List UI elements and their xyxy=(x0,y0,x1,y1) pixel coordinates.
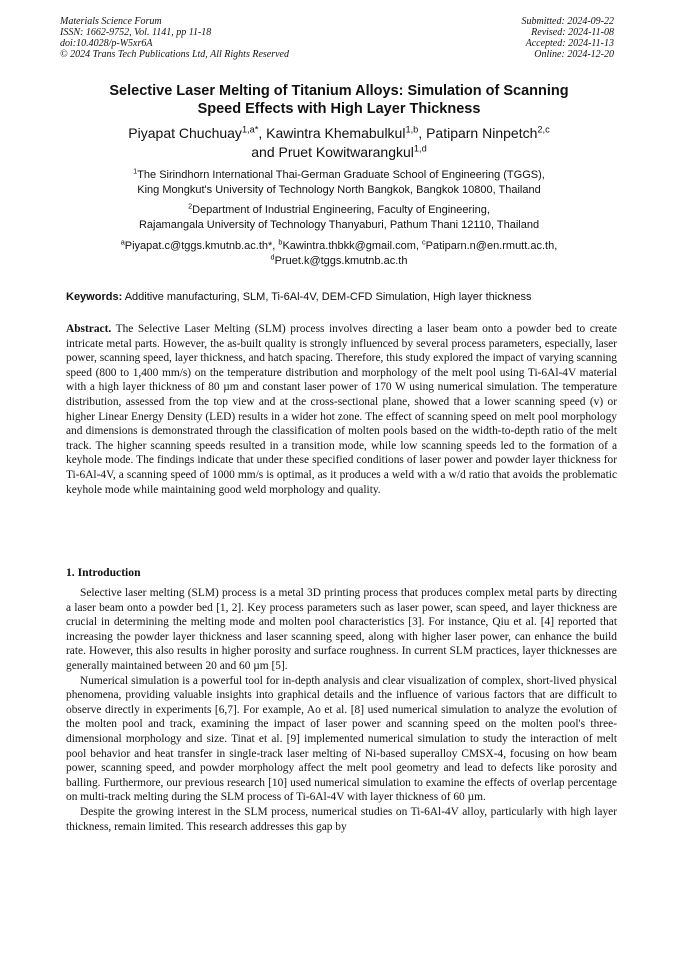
affiliation-line xyxy=(60,203,618,218)
abstract-text: The Selective Laser Melting (SLM) process involves directing a laser beam onto a powder bed to create intricate metal parts. However, the as-built quality is strongly influenced by several process parameters, especially, laser power, scanning speed, layer thickness, and hatch spacing. Therefore, this study explored the impact of varying scanning speed (800 to 1,400 mm/s) on the temperature distribution and morphology of the melt pool using Ti-6Al-4V material with a high layer thickness of 80 µm and constant laser power of 170 W using numerical simulation. The temperature distribution, assessed from the top view and at the cross-sectional plane, showed that a lower scanning speed (v) or higher Linear Energy Density (LED) results in a wider hot zone. The effect of scanning speed on melt pool morphology and dimensions is demonstrated through the classification of molten pools based on the width-to-depth ratio of the melt track. The higher scanning speeds resulted in a transition mode, while low scanning speeds led to the formation of a keyhole mode. The findings indicate that under these specified conditions of laser power and powder layer thickness for Ti-6Al-4V, a scanning speed of 1000 mm/s is optimal, as it produces a weld with a w/d ratio that avoids the problematic keyhole mode while maintaining good weld morphology and quality. xyxy=(66,323,617,496)
email-mark: d xyxy=(270,252,275,262)
email-author-d: Pruet.k@tggs.kmutnb.ac.th xyxy=(274,255,408,267)
journal-name: Materials Science Forum xyxy=(60,16,162,27)
authors-line-1 xyxy=(60,124,618,143)
author-emails xyxy=(60,239,618,269)
paragraph: Numerical simulation is a powerful tool for in-depth analysis and clear visualization of complex, short-lived physical phenomena, providing valuable insights into graphical details and the influence of various factors that are difficult to observe directly in experiments [6,7]. For example, Ao et al. [8] used numerical simulation to analyze the evolution of the molten pool and track, examining the impact of laser power and scanning speed on the molten pool's three-dimensional morphology and size. Tinat et al. [9] implemented numerical simulation to study the interaction of melt pool behavior and heat transfer in single-track laser melting of Ni-based superalloy CMSX-4, focusing on how beam power, scanning speed, and powder morphology affect the melt pool geometry and lead to defects like porosity and balling. Furthermore, our previous research [10] used numerical simulation to examine the effects of overlap percentage on multi-track melting during the SLM process of Ti-6Al-4V with layer thickness of 60 µm. xyxy=(66,674,617,804)
author-name: Piyapat Chuchuay xyxy=(128,125,242,141)
affiliation-2 xyxy=(60,203,618,233)
email-line xyxy=(60,239,618,254)
date-accepted: Accepted: 2024-11-13 xyxy=(525,38,614,49)
affiliation-line: King Mongkut's University of Technology North Bangkok, Bangkok 10800, Thailand xyxy=(137,184,541,196)
journal-issn: ISSN: 1662-9752, Vol. 1141, pp 11-18 xyxy=(60,27,212,38)
email-author-b: Kawintra.thbkk@gmail.com, xyxy=(282,240,423,252)
author-name: Kawintra Khemabulkul xyxy=(266,125,406,141)
introduction-body xyxy=(66,586,617,834)
date-online: Online: 2024-12-20 xyxy=(534,49,614,60)
author-affil-mark: 2,c xyxy=(537,124,550,135)
affiliation-1 xyxy=(60,168,618,198)
author-name: Pruet Kowitwarangkul xyxy=(278,144,414,160)
author-name: Patiparn Ninpetch xyxy=(426,125,538,141)
keywords-label: Keywords: xyxy=(66,291,123,303)
date-revised: Revised: 2024-11-08 xyxy=(531,27,614,38)
affiliation-line xyxy=(60,168,618,183)
journal-header-right xyxy=(522,16,615,60)
email-author-c: Patiparn.n@en.rmutt.ac.th, xyxy=(425,240,558,252)
author-conjunction: and xyxy=(251,144,279,160)
authors-line-2 xyxy=(60,143,618,162)
author-list xyxy=(60,124,618,162)
email-line xyxy=(60,254,618,269)
paragraph: Selective laser melting (SLM) process is a metal 3D printing process that produces complex metal parts by directing a laser beam onto a powder bed [1, 2]. Key process parameters such as laser power, scan speed, and layer thickness are crucial in determining the melting mode and molten pool characteristics [3]. For instance, Qiu et al. [4] reported that increasing the powder layer thickness and laser scanning speed, along with higher laser power, can enhance the build rate. However, this also results in higher porosity and surface roughness. In current SLM practices, layer thicknesses are generally maintained between 20 and 60 µm [5]. xyxy=(66,587,617,672)
affiliation-mark: 1 xyxy=(133,166,138,176)
section-heading-introduction: 1. Introduction xyxy=(66,566,141,579)
keywords xyxy=(66,290,618,304)
author-affil-mark: 1,b xyxy=(405,124,419,135)
affiliation-text: Department of Industrial Engineering, Faculty of Engineering, xyxy=(192,204,490,216)
author-separator: , xyxy=(418,125,427,141)
date-submitted: Submitted: 2024-09-22 xyxy=(521,16,614,27)
affiliation-text: The Sirindhorn International Thai-German Graduate School of Engineering (TGGS), xyxy=(137,169,545,181)
affiliation-mark: 2 xyxy=(188,201,193,211)
author-affil-mark: 1,d xyxy=(413,143,427,154)
author-separator: , xyxy=(258,125,267,141)
journal-copyright: © 2024 Trans Tech Publications Ltd, All Rights Reserved xyxy=(60,49,289,60)
keywords-text: Additive manufacturing, SLM, Ti-6Al-4V, DEM-CFD Simulation, High layer thickness xyxy=(122,291,532,303)
paragraph: Despite the growing interest in the SLM process, numerical studies on Ti-6Al-4V alloy, particularly with high layer thickness, remain limited. This research addresses this gap by xyxy=(66,805,617,833)
email-author-a: Piyapat.c@tggs.kmutnb.ac.th*, xyxy=(124,240,279,252)
paper-title xyxy=(60,82,618,118)
journal-header-left xyxy=(60,16,289,60)
email-mark: a xyxy=(120,237,125,247)
title-line: Speed Effects with High Layer Thickness xyxy=(197,101,481,117)
abstract xyxy=(66,322,617,497)
journal-doi: doi:10.4028/p-W5xr6A xyxy=(60,38,153,49)
email-mark: c xyxy=(422,237,426,247)
email-mark: b xyxy=(278,237,283,247)
author-affil-mark: 1,a* xyxy=(241,124,259,135)
title-line: Selective Laser Melting of Titanium Alloys: Simulation of Scanning xyxy=(109,83,569,99)
affiliation-line: Rajamangala University of Technology Thanyaburi, Pathum Thani 12110, Thailand xyxy=(138,219,540,231)
abstract-label: Abstract. xyxy=(66,323,112,335)
